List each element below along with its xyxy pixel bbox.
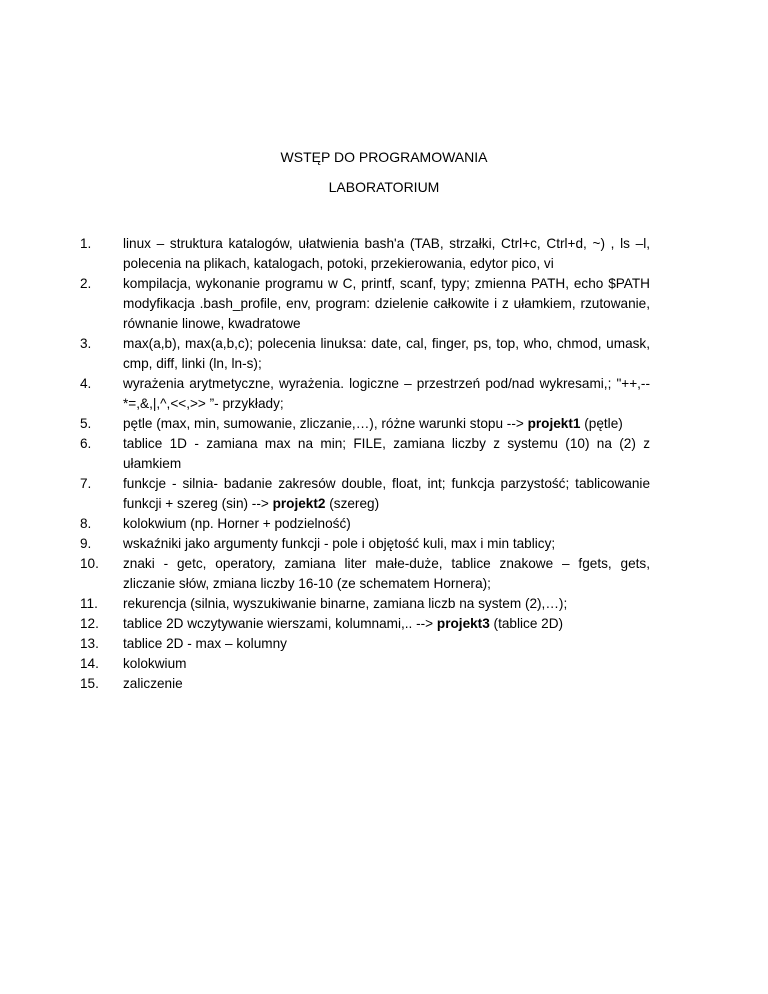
syllabus-list: [80, 234, 650, 694]
item-text: znaki - getc, operatory, zamiana liter małe-duże, tablice znakowe – fgets, gets, zliczanie słów, zmiana liczby 16-10 (ze schematem Hornera);: [123, 556, 650, 591]
item-text: wskaźniki jako argumenty funkcji - pole i objętość kuli, max i min tablicy;: [123, 536, 556, 551]
list-item: [80, 374, 650, 414]
item-text: zaliczenie: [123, 676, 183, 691]
item-text: wyrażenia arytmetyczne, wyrażenia. logiczne – przestrzeń pod/nad wykresami,; "++,-- *=,&,|,^,<<,>> ”- przykłady;: [123, 376, 650, 411]
item-number: 12.: [80, 616, 99, 631]
item-number: 7.: [80, 476, 92, 491]
list-item: [80, 554, 650, 594]
list-item: [80, 474, 650, 514]
item-text: tablice 1D - zamiana max na min; FILE, zamiana liczby z systemu (10) na (2) z ułamkiem: [123, 436, 650, 471]
item-number: 9.: [80, 536, 92, 551]
document-title: WSTĘP DO PROGRAMOWANIA: [280, 149, 488, 165]
list-item: [80, 414, 650, 434]
list-item: [80, 534, 650, 554]
item-number: 6.: [80, 436, 92, 451]
item-number: 4.: [80, 376, 92, 391]
item-text-after: (szereg): [325, 496, 380, 511]
list-item: [80, 674, 650, 694]
item-number: 11.: [80, 596, 98, 611]
list-item: [80, 334, 650, 374]
list-item: [80, 594, 650, 614]
item-number: 5.: [80, 416, 92, 431]
item-text: kolokwium (np. Horner + podzielność): [123, 516, 351, 531]
item-number: 8.: [80, 516, 92, 531]
item-number: 14.: [80, 656, 99, 671]
item-number: 10.: [80, 556, 99, 571]
list-item: [80, 234, 650, 274]
item-number: 1.: [80, 236, 92, 251]
item-text: max(a,b), max(a,b,c); polecenia linuksa: date, cal, finger, ps, top, who, chmod, umask, cmp, diff, linki (ln, ln-s);: [123, 336, 650, 371]
list-item: [80, 274, 650, 334]
item-text: kompilacja, wykonanie programu w C, printf, scanf, typy; zmienna PATH, echo $PATH modyfikacja .bash_profile, env, program: dzielenie całkowite i z ułamkiem, rzutowanie, równanie linowe, kwadratowe: [123, 276, 650, 331]
project-label: projekt3: [436, 616, 490, 631]
project-label: projekt2: [272, 496, 326, 511]
item-number: 15.: [80, 676, 99, 691]
project-label: projekt1: [527, 416, 581, 431]
item-text: rekurencja (silnia, wyszukiwanie binarne, zamiana liczb na system (2),…);: [123, 596, 568, 611]
list-item: [80, 514, 650, 534]
item-text-after: (tablice 2D): [489, 616, 564, 631]
document-subtitle: LABORATORIUM: [328, 179, 440, 195]
item-text: tablice 2D - max – kolumny: [123, 636, 287, 651]
item-text: funkcje - silnia- badanie zakresów double, float, int; funkcja parzystość; tablicowanie funkcji + szereg (sin) -->: [123, 476, 650, 511]
list-item: [80, 614, 650, 634]
item-text: tablice 2D wczytywanie wierszami, kolumnami,.. -->: [123, 616, 437, 631]
item-text-after: (pętle): [580, 416, 623, 431]
item-text: pętle (max, min, sumowanie, zliczanie,…), różne warunki stopu -->: [123, 416, 528, 431]
item-text: linux – struktura katalogów, ułatwienia bash'a (TAB, strzałki, Ctrl+c, Ctrl+d, ~) , ls –l, polecenia na plikach, katalogach, potoki, przekierowania, edytor pico, vi: [123, 236, 650, 271]
item-number: 2.: [80, 276, 92, 291]
item-number: 3.: [80, 336, 92, 351]
item-number: 13.: [80, 636, 99, 651]
list-item: [80, 634, 650, 654]
item-text: kolokwium: [123, 656, 187, 671]
list-item: [80, 654, 650, 674]
list-item: [80, 434, 650, 474]
